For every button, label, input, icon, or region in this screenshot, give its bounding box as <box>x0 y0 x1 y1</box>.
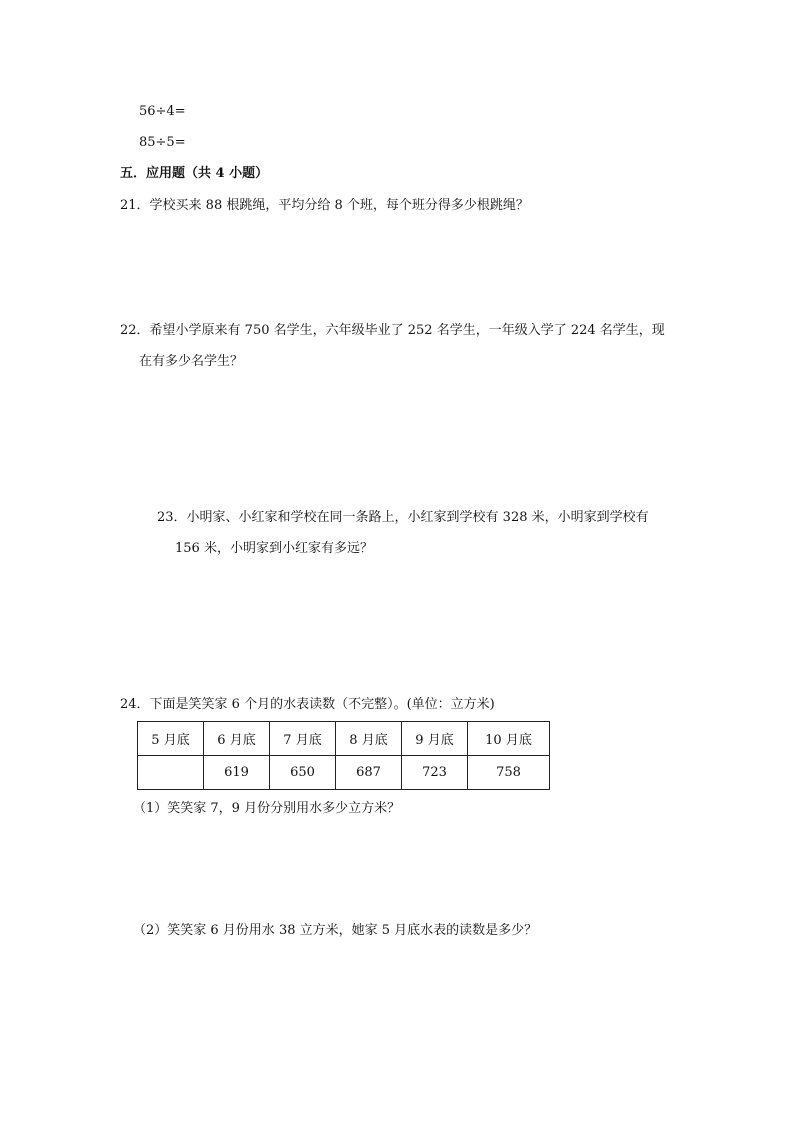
header-cell-june: 6 月底 <box>204 722 270 756</box>
reading-cell-july: 650 <box>270 756 336 790</box>
header-cell-september: 9 月底 <box>402 722 468 756</box>
reading-cell-october: 758 <box>468 756 550 790</box>
exercise-56-div-4: 56÷4= <box>139 104 186 119</box>
header-cell-may: 5 月底 <box>138 722 204 756</box>
exercise-85-div-5: 85÷5= <box>139 135 186 150</box>
problem-22-line-1: 22．希望小学原来有 750 名学生，六年级毕业了 252 名学生，一年级入学了 224 名学生，现 <box>120 323 665 338</box>
problem-24-intro: 24．下面是笑笑家 6 个月的水表读数（不完整）。(单位：立方米) <box>120 697 495 712</box>
problem-23-line-2: 156 米，小明家到小红家有多远？ <box>175 541 373 556</box>
header-cell-july: 7 月底 <box>270 722 336 756</box>
section-heading: 五．应用题（共 4 小题） <box>120 166 269 181</box>
problem-24-question-1: （1）笑笑家 7，9 月份分别用水多少立方米？ <box>133 801 401 816</box>
reading-cell-june: 619 <box>204 756 270 790</box>
header-cell-august: 8 月底 <box>336 722 402 756</box>
water-meter-table <box>137 721 550 790</box>
table-row <box>138 756 550 790</box>
reading-cell-august: 687 <box>336 756 402 790</box>
header-cell-october: 10 月底 <box>468 722 550 756</box>
problem-22-line-2: 在有多少名学生？ <box>139 354 244 369</box>
reading-cell-may <box>138 756 204 790</box>
problem-23-line-1: 23．小明家、小红家和学校在同一条路上，小红家到学校有 328 米，小明家到学校有 <box>157 510 649 525</box>
problem-21: 21．学校买来 88 根跳绳，平均分给 8 个班，每个班分得多少根跳绳？ <box>120 198 529 213</box>
problem-24-question-2: （2）笑笑家 6 月份用水 38 立方米，她家 5 月底水表的读数是多少？ <box>133 923 538 938</box>
reading-cell-september: 723 <box>402 756 468 790</box>
table-header-row <box>138 722 550 756</box>
